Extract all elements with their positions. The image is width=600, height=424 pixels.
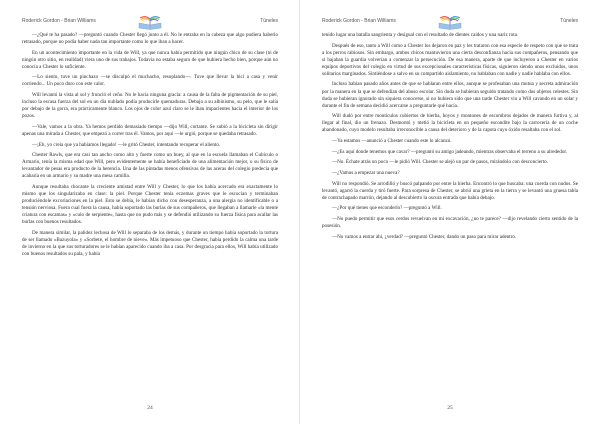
page-body xyxy=(22,32,278,402)
paragraph: Will no respondió. Se arrodilló y buscó palpando por entre la hierba. Encontró lo que buscaba: una cuerda con nudos. Se levantó, agarró la cuerda y tiró fuerte. Para sorpresa de Chester, se abrió una grieta en la tierra y se levantó una gruesa tabla de contrachapado marrón, dejando al descubierto la oscura entrada que había debajo. xyxy=(322,180,578,201)
paragraph: En un acontecimiento importante en la vida de Will, ya que nunca había permitido que ningún chico de su clase (ni de ningún otro sitio, en realidad) viera uno de sus trabajos. Todavía no estaba seguro de que hubiera hecho bien, porque aún no conocía a Chester lo suficiente. xyxy=(22,49,278,70)
paragraph: —¿Qué te ha pasado? —preguntó cuando Chester llegó junto a él. No le entraba en la cabeza que algo pudiera haberlo retrasado, porque no podía haber nada tan importante como lo que iban a hacer. xyxy=(22,32,278,46)
open-book-rainbow-logo-icon xyxy=(437,14,463,30)
header-authors: Roderick Gordon - Brian Williams xyxy=(22,18,96,24)
paragraph: Incluso habían pasado años antes de que se hablaran entre ellos, aunque se profesaban una mutua y secreta admiración por la manera en la que se defendían del abuso escolar. Sin duda se hubieran seguido tratando como dos objetos celestes. Sin duda se hubieran ignorado sin siquiera conocerse, si no hubiera sido que una tarde Chester vio a Will cavando en un solar y durante el fin de semana decidió acercarse a preguntarle qué hacía. xyxy=(322,81,578,109)
paragraph: —No vamos a entrar ahí, ¿verdad? —preguntó Chester, dando un paso para mirar adentro. xyxy=(332,233,517,240)
page-number: 24 xyxy=(147,405,153,411)
paragraph: Chester Rawls, que era casi tan ancho como alto y fuerte como un buey, al que en la escuela llamaban el Cubículo o Armario, tenía la misma edad que Will, pero evidentemente se había beneficiado de una alimentación mejor, o su físico de levantador de pesas era producto de la herencia. Una de las pintadas menos ofensivas de las aceras del colegio predecía que acabaría en un armario y su madre una mesa camilla. xyxy=(22,152,278,180)
paragraph: —Lo siento, tuve un pinchazo —se disculpó el muchacho, resoplando—. Tuve que llevar la bici a casa y venir corriendo... Un poco duro con este calor. xyxy=(22,74,278,88)
header-title: Túneles xyxy=(260,18,278,24)
paragraph: —Ya estamos —anunció a Chester cuando este lo alcanzó. xyxy=(332,137,452,144)
paragraph: Will levantó la vista al sol y frunció el ceño. No le hacía ninguna gracia: a causa de la falta de pigmentación de su piel, incluso la escasa fuerza del sol en un día nublado podía producirle quemaduras. Debajo a su albinismo, su pelo, que le salía por debajo de la gorra, era prácticamente blanco. Los ojos de color azul claro se le iban impacientes hacia el interior de los pozos. xyxy=(22,92,278,120)
paragraph: tenido lugar una batalla sangrienta y desigual con el resultado de dientes caídos y una nariz rota. xyxy=(322,32,519,38)
paragraph: —¡Eh, yo creía que ya habíamos llegado! —le gritó Chester, intentando recuperar el aliento. xyxy=(32,141,221,148)
paragraph: —Vale, vamos a la obra. Ya hemos perdido demasiado tiempo —dijo Will, cortante. Se subió a la bicicleta sin dirigir apenas una mirada a Chester, que empezó a correr tras él. Vamos, por aquí —le urgió, porque se quedaba retrasado. xyxy=(22,123,278,137)
header-authors: Roderick Gordon - Brian Williams xyxy=(322,18,396,24)
page-number: 25 xyxy=(447,405,453,411)
paragraph: De manera similar, la palidez lechosa de Will lo separaba de los demás, y durante un tiempo había soportado la tortura de ser llamado «Bazuyola» y «Sorbete, el hombre de nieve». Más impetuoso que Chester, había perdido la calma una tarde de invierno en la que sus torturadores se le habían aparecido cuando iba a casa. Por desgracia para ellos, Will había utilizado con buenos resultados su pala, y había xyxy=(22,229,278,258)
paragraph: Aunque resultaba chocante la creciente amistad entre Will y Chester, lo que los había acercado era exactamente lo mismo que los singularizaba en clase: la piel. Porque Chester tenía eczemas graves que le escocían y terminaban produciéndole excoriaciones en la piel. Esto se debía, le habían dicho con desesperanza, a una alergia no identificable o a tensión nerviosa. Fuera cual fuera la causa, había soportado las burlas de sus compañeros, que llegaban a llamarle «la mente criatura con escamas» y «culo de serpiente», hasta que no pudo más y se defendió utilizando su fuerza física para acallar las burlas con buenos resultados. xyxy=(22,184,278,226)
paragraph: —No puedo permitir que esos cerdos revuelvan en mi excavación, ¿no te parece? —dijo revelando cierto sentido de la posesión. xyxy=(322,215,578,229)
page-header xyxy=(22,14,278,28)
right-page xyxy=(300,0,600,424)
paragraph: Después de eso, tanto a Will como a Chester los dejaron en paz y les trataron con esa especie de respeto con que se trata a los perros rabiosos. Sin embargo, ambos chicos mantuvieron una cierta desconfianza hacia sus compañeros, pensando que si bajaban la guardia volverían a comenzar la persecución. De esa manera, aparte de que incluyeron a Chester en varios equipos deportivos del colegio en virtud de sus excepcionales características físicas, siguieron siendo unos excluidos, unos solitarios marginados. Sintiéndose a salvo en su compartido aislamiento, no hablaban con nadie y nadie hablaba con ellos. xyxy=(322,42,578,77)
paragraph: —¿Por qué tienes que esconderlo? —preguntó a Will. xyxy=(332,205,442,212)
header-title: Túneles xyxy=(560,18,578,24)
page-body xyxy=(322,32,578,402)
paragraph: —No. Échate atrás un poco —le pidió Will. Chester se alejó un par de pasos, mirándolo con desconcierto. xyxy=(332,159,548,166)
paragraph: Will dudó por entre montículos cubiertos de hierba, hoyos y montones de escombros dejados de manera furtiva y, al llegar al final, dio un frenazo. Desmontó y metió la bicicleta en un pequeño escondite bajo la carrocería de un coche abandonado, cuyo modelo resultaba irreconocible a causa del deterioro y de la capota cuyo óxido resaltaba con el sol. xyxy=(322,113,578,134)
paragraph: —¿Vamos a empezar una nueva? xyxy=(332,169,400,176)
open-book-rainbow-logo-icon xyxy=(137,14,163,30)
page-header xyxy=(322,14,578,28)
paragraph: —¿Es aquí donde tenemos que cavar? —preguntó su amigo jadeando, mientras observaba el terreno a su alrededor. xyxy=(332,148,568,155)
